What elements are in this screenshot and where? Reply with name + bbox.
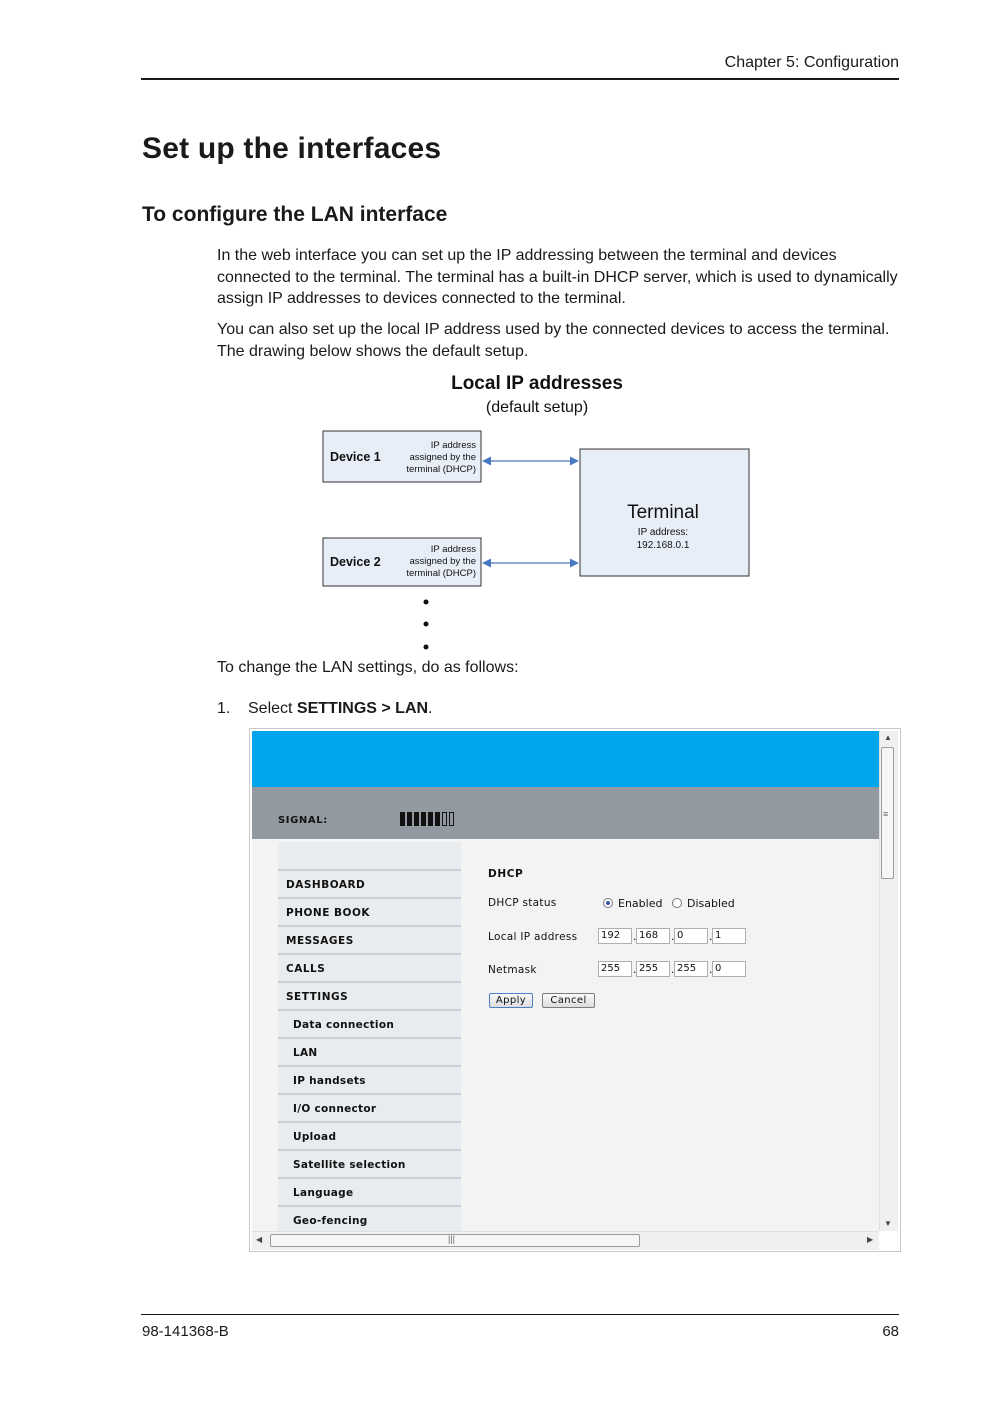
device-2-note-line3: terminal (DHCP) xyxy=(406,568,476,579)
sidebar-spacer xyxy=(278,842,461,871)
signal-bar xyxy=(252,787,879,839)
netmask-separator: . xyxy=(709,963,713,976)
signal-segment xyxy=(414,812,419,826)
instructions-intro: To change the LAN settings, do as follows: xyxy=(217,659,519,676)
ip-octet-4-input[interactable]: 1 xyxy=(712,928,746,944)
signal-segment xyxy=(449,812,454,826)
local-ip-label: Local IP address xyxy=(488,931,578,943)
scroll-up-icon[interactable]: ▲ xyxy=(884,733,892,742)
sidebar-item-geo-fencing[interactable]: Geo-fencing xyxy=(278,1207,461,1235)
sidebar-item-calls[interactable]: CALLS xyxy=(278,955,461,983)
intro-paragraph: In the web interface you can set up the IP addressing between the terminal and devices connected to the terminal. The terminal has a built-in DHCP server, which is used to dynamically assign IP addresses to devices connected to the terminal. xyxy=(217,247,898,307)
terminal-box xyxy=(580,449,749,576)
sidebar-item-ip-handsets[interactable]: IP handsets xyxy=(278,1067,461,1095)
signal-strength-meter xyxy=(400,812,454,828)
step-suffix: . xyxy=(428,700,433,717)
ellipsis-dot xyxy=(424,645,429,650)
disabled-radio[interactable] xyxy=(672,898,682,908)
header-rule xyxy=(141,78,899,80)
diagram-title: Local IP addresses xyxy=(451,373,623,394)
sidebar-nav xyxy=(278,842,461,1235)
signal-segment xyxy=(400,812,405,826)
device-1-label: Device 1 xyxy=(330,450,381,464)
ip-separator: . xyxy=(671,930,675,943)
ip-separator: . xyxy=(633,930,637,943)
enabled-radio-label[interactable]: Enabled xyxy=(618,897,663,910)
sidebar-item-lan[interactable]: LAN xyxy=(278,1039,461,1067)
netmask-separator: . xyxy=(671,963,675,976)
terminal-ip-label: IP address: xyxy=(637,527,689,538)
default-setup-paragraph: You can also set up the local IP address used by the connected devices to access the terminal. The drawing below shows the default setup. xyxy=(217,321,890,360)
signal-segment xyxy=(435,812,440,826)
sidebar-item-phone-book[interactable]: PHONE BOOK xyxy=(278,899,461,927)
step-prefix: Select xyxy=(248,700,297,717)
ip-octet-2-input[interactable]: 168 xyxy=(636,928,670,944)
menu-path: SETTINGS > LAN xyxy=(296,700,429,717)
device-2-note-line1: IP address xyxy=(430,544,476,555)
scroll-down-icon[interactable]: ▼ xyxy=(884,1219,892,1228)
netmask-octet-1-input[interactable]: 255 xyxy=(598,961,632,977)
sidebar-item-settings[interactable]: SETTINGS xyxy=(278,983,461,1011)
signal-label: SIGNAL: xyxy=(278,815,328,826)
terminal-label: Terminal xyxy=(627,502,699,523)
ip-separator: . xyxy=(709,930,713,943)
signal-segment xyxy=(421,812,426,826)
netmask-octet-4-input[interactable]: 0 xyxy=(712,961,746,977)
diagram-subtitle: (default setup) xyxy=(485,399,589,416)
netmask-octet-2-input[interactable]: 255 xyxy=(636,961,670,977)
scroll-grip-icon: ≡ xyxy=(883,809,889,819)
sidebar-item-data-connection[interactable]: Data connection xyxy=(278,1011,461,1039)
running-header: Chapter 5: Configuration xyxy=(724,54,899,71)
ellipsis-dot xyxy=(424,622,429,627)
web-interface-screenshot xyxy=(249,728,901,1252)
sidebar-item-dashboard[interactable]: DASHBOARD xyxy=(278,871,461,899)
scroll-left-icon[interactable]: ◀ xyxy=(256,1235,263,1244)
device-1-note-line1: IP address xyxy=(430,440,476,451)
step-number: 1. xyxy=(217,700,231,717)
cancel-button[interactable]: Cancel xyxy=(542,993,595,1008)
device-1-note-line3: terminal (DHCP) xyxy=(406,464,476,475)
section-heading: Set up the interfaces xyxy=(142,132,442,165)
netmask-octet-3-input[interactable]: 255 xyxy=(674,961,708,977)
scroll-grip-icon: ||| xyxy=(448,1234,456,1244)
subsection-heading: To configure the LAN interface xyxy=(142,203,448,226)
enabled-radio[interactable] xyxy=(603,898,613,908)
device-1-note-line2: assigned by the xyxy=(409,452,476,463)
sidebar-item-messages[interactable]: MESSAGES xyxy=(278,927,461,955)
disabled-radio-label[interactable]: Disabled xyxy=(687,897,735,910)
device-2-box xyxy=(323,538,481,586)
device-2-note-line2: assigned by the xyxy=(409,556,476,567)
step-1 xyxy=(217,700,433,718)
document-number: 98-141368-B xyxy=(142,1323,229,1340)
ip-octet-3-input[interactable]: 0 xyxy=(674,928,708,944)
signal-segment xyxy=(407,812,412,826)
device-1-box xyxy=(323,431,481,482)
netmask-label: Netmask xyxy=(488,964,537,976)
ellipsis-dot xyxy=(424,600,429,605)
footer-rule xyxy=(141,1314,899,1315)
header-banner xyxy=(252,731,879,787)
sidebar-item-satellite-selection[interactable]: Satellite selection xyxy=(278,1151,461,1179)
dhcp-status-label: DHCP status xyxy=(488,897,557,909)
sidebar-item-io-connector[interactable]: I/O connector xyxy=(278,1095,461,1123)
local-ip-diagram xyxy=(318,368,758,658)
page-number: 68 xyxy=(882,1323,899,1340)
sidebar-item-upload[interactable]: Upload xyxy=(278,1123,461,1151)
signal-segment xyxy=(442,812,447,826)
ip-octet-1-input[interactable]: 192 xyxy=(598,928,632,944)
device-2-label: Device 2 xyxy=(330,555,381,569)
terminal-ip-value: 192.168.0.1 xyxy=(636,540,690,551)
sidebar-item-language[interactable]: Language xyxy=(278,1179,461,1207)
apply-button[interactable]: Apply xyxy=(489,993,533,1008)
netmask-separator: . xyxy=(633,963,637,976)
form-title: DHCP xyxy=(488,868,524,880)
signal-segment xyxy=(428,812,433,826)
scroll-right-icon[interactable]: ▶ xyxy=(867,1235,874,1244)
